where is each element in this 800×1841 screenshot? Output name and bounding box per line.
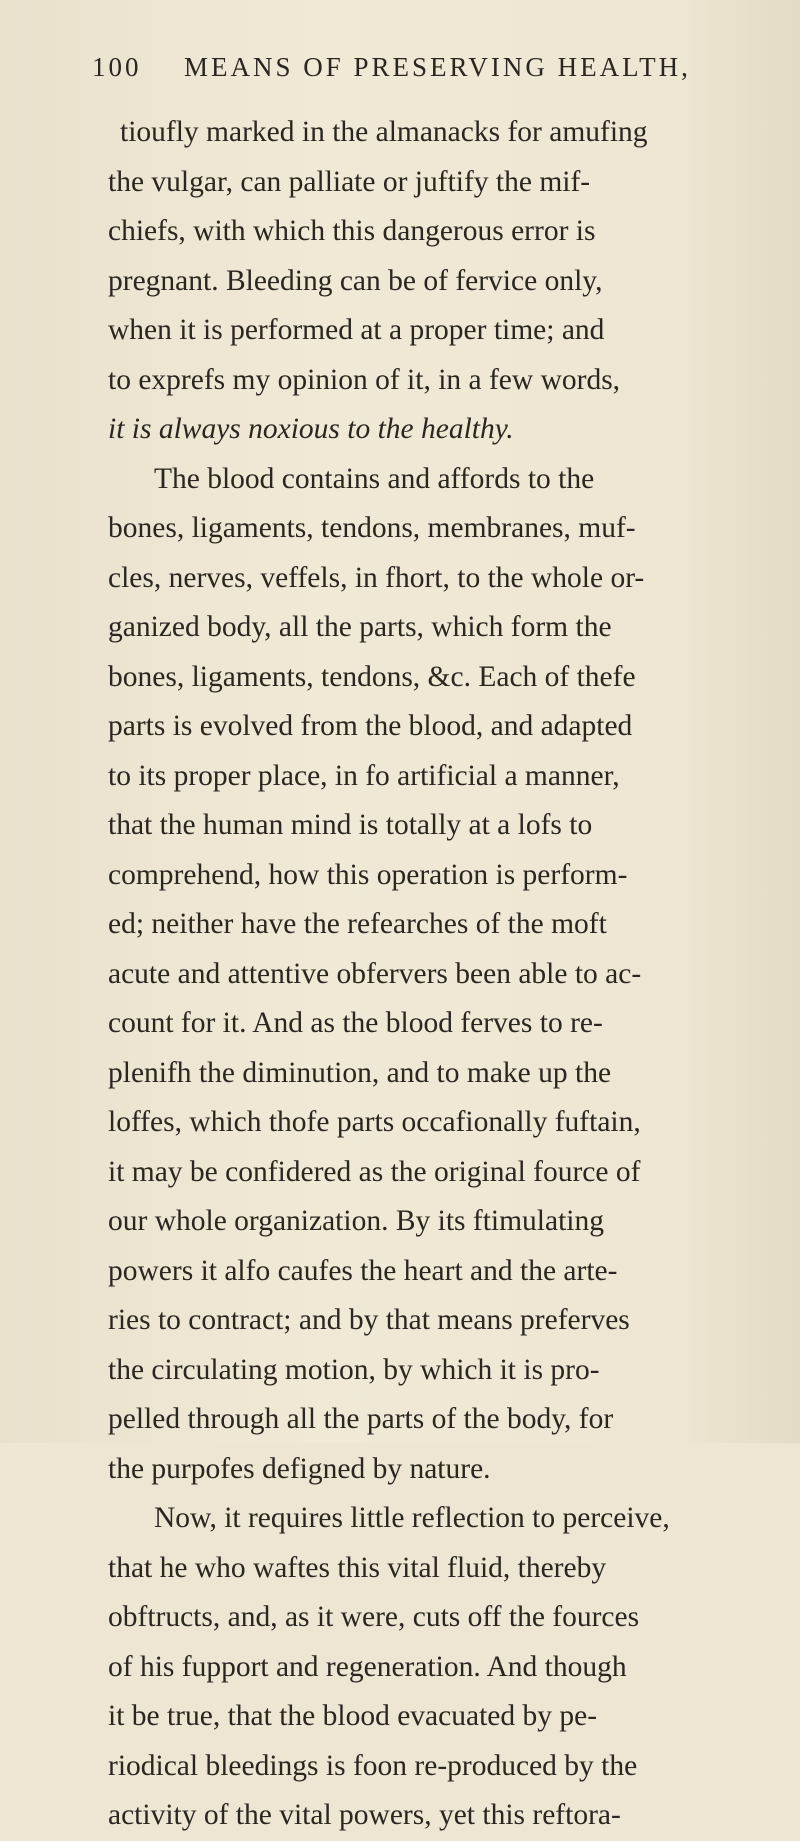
text-line: that the human mind is totally at a lofs to bbox=[108, 809, 593, 841]
text-line: to its proper place, in fo artificial a manner, bbox=[108, 759, 620, 792]
text-line: to exprefs my opinion of it, in a few words, bbox=[108, 363, 621, 396]
text-line: ed; neither have the refearches of the moft bbox=[108, 908, 607, 940]
text-line: our whole organization. By its ftimulating bbox=[108, 1205, 604, 1237]
text-line: obftructs, and, as it were, cuts off the fources bbox=[108, 1601, 640, 1633]
text-line: cles, nerves, veffels, in fhort, to the whole or- bbox=[108, 561, 645, 594]
text-line: of his fupport and regeneration. And though bbox=[108, 1650, 627, 1683]
text-line: acute and attentive obfervers been able to ac- bbox=[108, 957, 642, 990]
text-line: pelled through all the parts of the body, for bbox=[108, 1403, 614, 1435]
text-line: it be true, that the blood evacuated by pe- bbox=[108, 1700, 598, 1732]
text-line: the circulating motion, by which it is pro- bbox=[108, 1353, 600, 1386]
text-line: plenifh the diminution, and to make up the bbox=[108, 1056, 612, 1089]
text-line: count for it. And as the blood ferves to re- bbox=[108, 1007, 603, 1039]
text-line: ganized body, all the parts, which form the bbox=[108, 611, 612, 643]
text-line: pregnant. Bleeding can be of fervice only, bbox=[108, 264, 603, 297]
text-line: parts is evolved from the blood, and adapted bbox=[108, 710, 633, 742]
text-line: tioufly marked in the almanacks for amufing bbox=[120, 116, 648, 148]
running-head bbox=[92, 52, 732, 92]
text-line: powers it alfo caufes the heart and the arte- bbox=[108, 1254, 618, 1287]
text-line: loffes, which thofe parts occafionally fuftain, bbox=[108, 1106, 641, 1138]
text-line: it is always noxious to the healthy. bbox=[108, 413, 514, 445]
paragraph-start-line: Now, it requires little reflection to perceive, bbox=[154, 1502, 670, 1534]
text-line: activity of the vital powers, yet this reftora- bbox=[108, 1799, 621, 1831]
text-line: riodical bleedings is foon re-produced by the bbox=[108, 1749, 638, 1782]
paragraph-start-line: The blood contains and affords to the bbox=[154, 462, 595, 495]
text-line: that he who waftes this vital fluid, thereby bbox=[108, 1551, 607, 1584]
text-line: chiefs, with which this dangerous error is bbox=[108, 215, 596, 247]
text-line: when it is performed at a proper time; and bbox=[108, 314, 605, 346]
page-number: 100 bbox=[92, 52, 142, 82]
text-line: it may be confidered as the original fource of bbox=[108, 1155, 641, 1188]
text-line: bones, ligaments, tendons, &c. Each of thefe bbox=[108, 660, 636, 693]
text-line: comprehend, how this operation is perform- bbox=[108, 858, 628, 891]
text-line: the purpofes defigned by nature. bbox=[108, 1452, 491, 1485]
text-line: bones, ligaments, tendons, membranes, muf- bbox=[108, 512, 636, 544]
running-title: MEANS OF PRESERVING HEALTH, bbox=[184, 52, 691, 82]
body-text bbox=[108, 108, 748, 1841]
text-line: the vulgar, can palliate or juftify the mif- bbox=[108, 165, 591, 198]
text-line: ries to contract; and by that means preferves bbox=[108, 1304, 630, 1336]
